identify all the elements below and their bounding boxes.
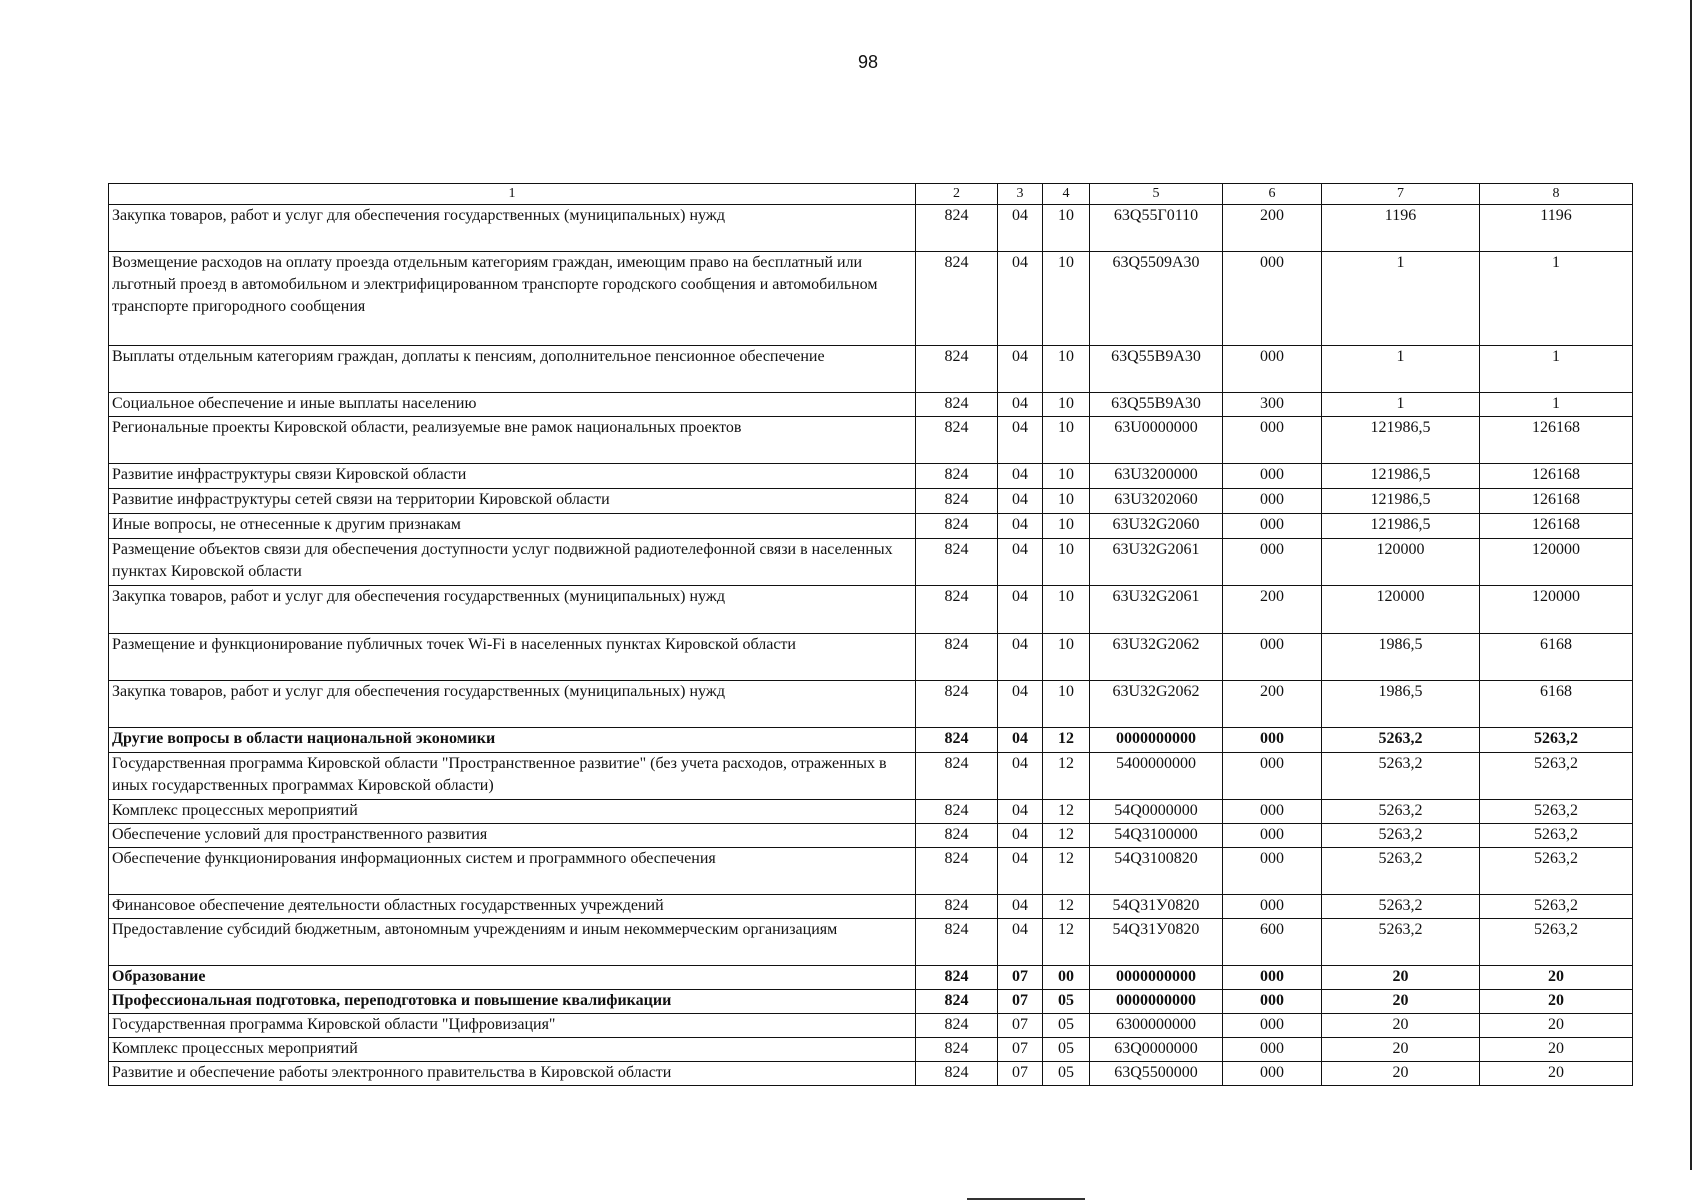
row-target-code: 63U3202060 — [1090, 489, 1223, 514]
row-amount-2025: 1 — [1480, 346, 1633, 393]
table-row — [109, 728, 1633, 753]
row-amount-2024: 20 — [1322, 990, 1480, 1014]
row-name: Образование — [109, 966, 916, 990]
row-amount-2025: 5263,2 — [1480, 919, 1633, 966]
row-subsection: 12 — [1043, 919, 1090, 966]
row-expense-type: 200 — [1223, 586, 1322, 634]
header-cell: 1 — [109, 184, 916, 205]
row-name: Закупка товаров, работ и услуг для обеспечения государственных (муниципальных) нужд — [109, 681, 916, 728]
row-subsection: 10 — [1043, 417, 1090, 464]
row-chapter: 04 — [998, 681, 1043, 728]
row-amount-2024: 1 — [1322, 252, 1480, 346]
row-amount-2025: 1 — [1480, 393, 1633, 417]
row-amount-2025: 20 — [1480, 990, 1633, 1014]
row-amount-2024: 121986,5 — [1322, 514, 1480, 539]
row-expense-type: 000 — [1223, 728, 1322, 753]
row-name: Развитие инфраструктуры сетей связи на территории Кировской области — [109, 489, 916, 514]
row-amount-2025: 20 — [1480, 1014, 1633, 1038]
row-section: 824 — [916, 464, 998, 489]
row-subsection: 10 — [1043, 464, 1090, 489]
table-body — [109, 184, 1633, 1086]
row-subsection: 10 — [1043, 634, 1090, 681]
row-target-code: 6300000000 — [1090, 1014, 1223, 1038]
row-target-code: 63Q5500000 — [1090, 1062, 1223, 1086]
row-amount-2024: 20 — [1322, 1038, 1480, 1062]
row-amount-2025: 120000 — [1480, 586, 1633, 634]
row-chapter: 04 — [998, 464, 1043, 489]
row-chapter: 04 — [998, 848, 1043, 895]
row-target-code: 63Q55В9А30 — [1090, 346, 1223, 393]
page-number: 98 — [857, 52, 879, 72]
table-row — [109, 346, 1633, 393]
row-amount-2025: 6168 — [1480, 681, 1633, 728]
row-chapter: 04 — [998, 205, 1043, 252]
row-chapter: 07 — [998, 1038, 1043, 1062]
row-section: 824 — [916, 919, 998, 966]
row-amount-2024: 5263,2 — [1322, 753, 1480, 800]
row-amount-2025: 5263,2 — [1480, 753, 1633, 800]
row-amount-2025: 126168 — [1480, 514, 1633, 539]
row-section: 824 — [916, 1062, 998, 1086]
row-chapter: 04 — [998, 800, 1043, 824]
row-name: Возмещение расходов на оплату проезда отдельным категориям граждан, имеющим право на бесплатный или льготный проезд в автомобильном и электрифицированном транспорте городского сообщения и автомобильном транспорте пригородного сообщения — [109, 252, 916, 346]
row-name: Другие вопросы в области национальной экономики — [109, 728, 916, 753]
row-amount-2025: 5263,2 — [1480, 728, 1633, 753]
row-subsection: 05 — [1043, 990, 1090, 1014]
row-expense-type: 000 — [1223, 990, 1322, 1014]
row-name: Иные вопросы, не отнесенные к другим признакам — [109, 514, 916, 539]
row-section: 824 — [916, 346, 998, 393]
row-name: Выплаты отдельным категориям граждан, доплаты к пенсиям, дополнительное пенсионное обеспечение — [109, 346, 916, 393]
row-name: Размещение объектов связи для обеспечения доступности услуг подвижной радиотелефонной связи в населенных пунктах Кировской области — [109, 539, 916, 586]
row-section: 824 — [916, 728, 998, 753]
row-subsection: 10 — [1043, 539, 1090, 586]
row-subsection: 05 — [1043, 1014, 1090, 1038]
row-amount-2024: 1196 — [1322, 205, 1480, 252]
row-amount-2024: 1 — [1322, 393, 1480, 417]
row-expense-type: 000 — [1223, 824, 1322, 848]
row-target-code: 63U0000000 — [1090, 417, 1223, 464]
row-name: Развитие инфраструктуры связи Кировской области — [109, 464, 916, 489]
row-section: 824 — [916, 990, 998, 1014]
row-subsection: 10 — [1043, 393, 1090, 417]
budget-table — [108, 183, 1633, 1086]
row-name: Размещение и функционирование публичных точек Wi-Fi в населенных пунктах Кировской области — [109, 634, 916, 681]
row-subsection: 12 — [1043, 824, 1090, 848]
row-section: 824 — [916, 800, 998, 824]
row-expense-type: 000 — [1223, 489, 1322, 514]
table-row — [109, 252, 1633, 346]
row-amount-2024: 5263,2 — [1322, 848, 1480, 895]
header-cell: 6 — [1223, 184, 1322, 205]
row-amount-2024: 5263,2 — [1322, 895, 1480, 919]
row-subsection: 12 — [1043, 848, 1090, 895]
row-target-code: 54Q0000000 — [1090, 800, 1223, 824]
row-chapter: 04 — [998, 417, 1043, 464]
row-amount-2025: 120000 — [1480, 539, 1633, 586]
row-amount-2024: 5263,2 — [1322, 800, 1480, 824]
row-amount-2024: 1986,5 — [1322, 681, 1480, 728]
row-amount-2025: 20 — [1480, 1038, 1633, 1062]
row-chapter: 04 — [998, 539, 1043, 586]
row-amount-2024: 20 — [1322, 1062, 1480, 1086]
row-chapter: 04 — [998, 824, 1043, 848]
row-target-code: 63Q5509А30 — [1090, 252, 1223, 346]
row-name: Региональные проекты Кировской области, реализуемые вне рамок национальных проектов — [109, 417, 916, 464]
row-section: 824 — [916, 252, 998, 346]
table-row — [109, 205, 1633, 252]
row-expense-type: 000 — [1223, 417, 1322, 464]
row-section: 824 — [916, 681, 998, 728]
table-row — [109, 895, 1633, 919]
row-section: 824 — [916, 417, 998, 464]
row-subsection: 10 — [1043, 346, 1090, 393]
table-row — [109, 539, 1633, 586]
row-subsection: 12 — [1043, 800, 1090, 824]
row-amount-2025: 1 — [1480, 252, 1633, 346]
row-subsection: 10 — [1043, 205, 1090, 252]
row-name: Государственная программа Кировской области "Пространственное развитие" (без учета расходов, отраженных в иных государственных программах Кировской области) — [109, 753, 916, 800]
row-name: Финансовое обеспечение деятельности областных государственных учреждений — [109, 895, 916, 919]
row-expense-type: 000 — [1223, 848, 1322, 895]
row-target-code: 63U32G2062 — [1090, 634, 1223, 681]
table-row — [109, 753, 1633, 800]
row-chapter: 04 — [998, 252, 1043, 346]
row-amount-2025: 126168 — [1480, 464, 1633, 489]
table-row — [109, 800, 1633, 824]
row-name: Профессиональная подготовка, переподготовка и повышение квалификации — [109, 990, 916, 1014]
header-cell: 7 — [1322, 184, 1480, 205]
header-cell: 5 — [1090, 184, 1223, 205]
row-amount-2024: 121986,5 — [1322, 464, 1480, 489]
row-section: 824 — [916, 966, 998, 990]
row-chapter: 07 — [998, 1062, 1043, 1086]
row-section: 824 — [916, 586, 998, 634]
row-chapter: 07 — [998, 1014, 1043, 1038]
row-chapter: 04 — [998, 393, 1043, 417]
table-row — [109, 990, 1633, 1014]
table-row — [109, 1062, 1633, 1086]
row-subsection: 00 — [1043, 966, 1090, 990]
row-target-code: 0000000000 — [1090, 966, 1223, 990]
row-expense-type: 000 — [1223, 539, 1322, 586]
row-target-code: 63Q0000000 — [1090, 1038, 1223, 1062]
row-target-code: 63U32G2061 — [1090, 539, 1223, 586]
row-chapter: 07 — [998, 990, 1043, 1014]
row-amount-2025: 5263,2 — [1480, 800, 1633, 824]
row-chapter: 04 — [998, 753, 1043, 800]
row-name: Закупка товаров, работ и услуг для обеспечения государственных (муниципальных) нужд — [109, 586, 916, 634]
row-amount-2025: 5263,2 — [1480, 848, 1633, 895]
table-row — [109, 393, 1633, 417]
row-expense-type: 000 — [1223, 1014, 1322, 1038]
header-cell: 3 — [998, 184, 1043, 205]
row-amount-2025: 20 — [1480, 1062, 1633, 1086]
row-amount-2024: 121986,5 — [1322, 417, 1480, 464]
row-section: 824 — [916, 1038, 998, 1062]
row-expense-type: 000 — [1223, 514, 1322, 539]
row-amount-2025: 126168 — [1480, 489, 1633, 514]
row-section: 824 — [916, 393, 998, 417]
row-expense-type: 000 — [1223, 346, 1322, 393]
row-expense-type: 000 — [1223, 1062, 1322, 1086]
row-chapter: 04 — [998, 634, 1043, 681]
row-name: Комплекс процессных мероприятий — [109, 800, 916, 824]
row-amount-2024: 121986,5 — [1322, 489, 1480, 514]
row-amount-2025: 126168 — [1480, 417, 1633, 464]
row-target-code: 54Q3100000 — [1090, 824, 1223, 848]
row-target-code: 63U32G2060 — [1090, 514, 1223, 539]
table-row — [109, 514, 1633, 539]
row-subsection: 12 — [1043, 753, 1090, 800]
row-target-code: 63Q55Г0110 — [1090, 205, 1223, 252]
row-amount-2025: 6168 — [1480, 634, 1633, 681]
header-cell: 8 — [1480, 184, 1633, 205]
row-amount-2024: 20 — [1322, 1014, 1480, 1038]
row-section: 824 — [916, 514, 998, 539]
row-expense-type: 000 — [1223, 464, 1322, 489]
row-expense-type: 000 — [1223, 966, 1322, 990]
row-subsection: 10 — [1043, 514, 1090, 539]
table-row — [109, 848, 1633, 895]
table-row — [109, 464, 1633, 489]
row-name: Развитие и обеспечение работы электронного правительства в Кировской области — [109, 1062, 916, 1086]
row-target-code: 63U32G2061 — [1090, 586, 1223, 634]
row-amount-2024: 1986,5 — [1322, 634, 1480, 681]
row-section: 824 — [916, 539, 998, 586]
row-section: 824 — [916, 895, 998, 919]
row-expense-type: 200 — [1223, 205, 1322, 252]
row-section: 824 — [916, 848, 998, 895]
row-target-code: 5400000000 — [1090, 753, 1223, 800]
row-section: 824 — [916, 205, 998, 252]
row-name: Закупка товаров, работ и услуг для обеспечения государственных (муниципальных) нужд — [109, 205, 916, 252]
row-name: Государственная программа Кировской области "Цифровизация" — [109, 1014, 916, 1038]
table-row — [109, 1014, 1633, 1038]
page-edge-rule — [1690, 0, 1692, 1170]
row-name: Социальное обеспечение и иные выплаты населению — [109, 393, 916, 417]
row-target-code: 0000000000 — [1090, 990, 1223, 1014]
row-chapter: 04 — [998, 919, 1043, 966]
row-chapter: 04 — [998, 895, 1043, 919]
row-subsection: 10 — [1043, 489, 1090, 514]
table-row — [109, 919, 1633, 966]
row-chapter: 07 — [998, 966, 1043, 990]
header-cell: 2 — [916, 184, 998, 205]
row-expense-type: 200 — [1223, 681, 1322, 728]
row-target-code: 0000000000 — [1090, 728, 1223, 753]
table-row — [109, 634, 1633, 681]
table-row — [109, 966, 1633, 990]
row-chapter: 04 — [998, 514, 1043, 539]
header-row — [109, 184, 1633, 205]
row-amount-2025: 5263,2 — [1480, 824, 1633, 848]
row-section: 824 — [916, 753, 998, 800]
row-expense-type: 600 — [1223, 919, 1322, 966]
row-chapter: 04 — [998, 586, 1043, 634]
row-chapter: 04 — [998, 728, 1043, 753]
row-expense-type: 300 — [1223, 393, 1322, 417]
row-amount-2024: 1 — [1322, 346, 1480, 393]
row-subsection: 10 — [1043, 586, 1090, 634]
row-subsection: 10 — [1043, 252, 1090, 346]
row-target-code: 63Q55В9А30 — [1090, 393, 1223, 417]
row-amount-2025: 20 — [1480, 966, 1633, 990]
row-amount-2025: 1196 — [1480, 205, 1633, 252]
row-expense-type: 000 — [1223, 252, 1322, 346]
table-row — [109, 586, 1633, 634]
row-expense-type: 000 — [1223, 800, 1322, 824]
row-amount-2024: 5263,2 — [1322, 728, 1480, 753]
row-expense-type: 000 — [1223, 753, 1322, 800]
table-row — [109, 417, 1633, 464]
row-name: Предоставление субсидий бюджетным, автономным учреждениям и иным некоммерческим организациям — [109, 919, 916, 966]
row-expense-type: 000 — [1223, 634, 1322, 681]
row-target-code: 54Q3100820 — [1090, 848, 1223, 895]
row-section: 824 — [916, 489, 998, 514]
row-section: 824 — [916, 634, 998, 681]
row-subsection: 12 — [1043, 728, 1090, 753]
header-cell: 4 — [1043, 184, 1090, 205]
row-subsection: 05 — [1043, 1038, 1090, 1062]
table-row — [109, 489, 1633, 514]
row-target-code: 63U32G2062 — [1090, 681, 1223, 728]
row-chapter: 04 — [998, 489, 1043, 514]
row-target-code: 54Q31У0820 — [1090, 895, 1223, 919]
row-section: 824 — [916, 824, 998, 848]
row-expense-type: 000 — [1223, 1038, 1322, 1062]
row-target-code: 63U3200000 — [1090, 464, 1223, 489]
row-amount-2025: 5263,2 — [1480, 895, 1633, 919]
row-amount-2024: 5263,2 — [1322, 919, 1480, 966]
row-subsection: 12 — [1043, 895, 1090, 919]
row-section: 824 — [916, 1014, 998, 1038]
row-name: Обеспечение функционирования информационных систем и программного обеспечения — [109, 848, 916, 895]
row-chapter: 04 — [998, 346, 1043, 393]
row-name: Комплекс процессных мероприятий — [109, 1038, 916, 1062]
row-amount-2024: 120000 — [1322, 539, 1480, 586]
table-row — [109, 681, 1633, 728]
row-amount-2024: 120000 — [1322, 586, 1480, 634]
table-row — [109, 824, 1633, 848]
row-name: Обеспечение условий для пространственного развития — [109, 824, 916, 848]
table-row — [109, 1038, 1633, 1062]
row-subsection: 05 — [1043, 1062, 1090, 1086]
row-expense-type: 000 — [1223, 895, 1322, 919]
row-target-code: 54Q31У0820 — [1090, 919, 1223, 966]
row-subsection: 10 — [1043, 681, 1090, 728]
row-amount-2024: 5263,2 — [1322, 824, 1480, 848]
row-amount-2024: 20 — [1322, 966, 1480, 990]
